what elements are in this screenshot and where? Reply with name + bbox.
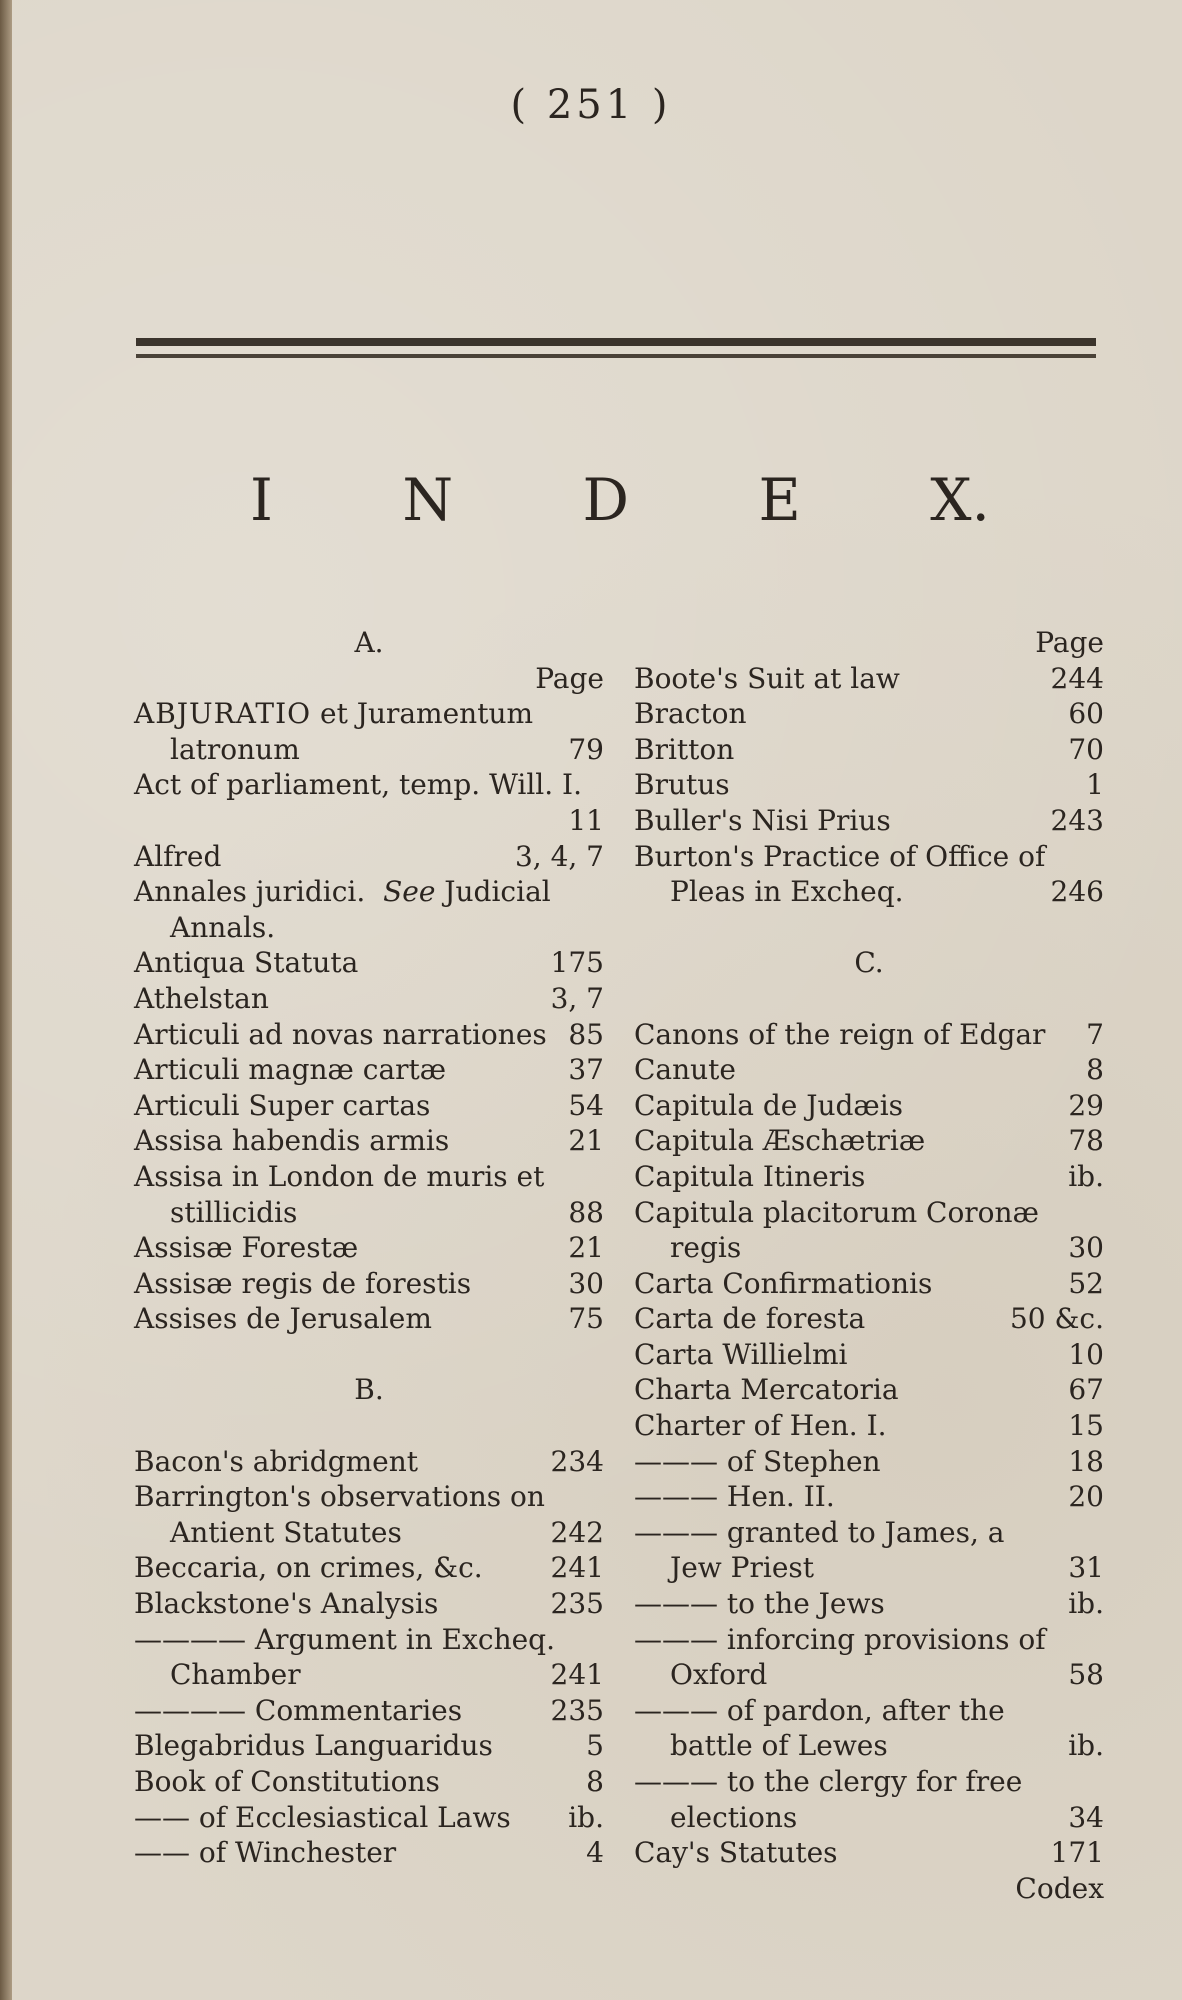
index-entry: Buller's Nisi Prius 243 bbox=[634, 803, 1104, 837]
index-entry: Charter of Hen. I. 15 bbox=[634, 1409, 1104, 1443]
index-entry: ———— Argument in Excheq. bbox=[134, 1622, 555, 1656]
index-entry: Canons of the reign of Edgar 7 bbox=[634, 1017, 1104, 1051]
index-entry: ——— to the Jews ib. bbox=[634, 1587, 1104, 1621]
index-entry: Blegabridus Languaridus 5 bbox=[134, 1729, 604, 1763]
index-entry: Assisæ regis de forestis 30 bbox=[134, 1266, 604, 1300]
index-entry: Blackstone's Analysis 235 bbox=[134, 1587, 604, 1621]
index-entry-continuation: Annals. bbox=[170, 910, 276, 944]
title-letter-i: I bbox=[250, 466, 273, 534]
index-entry: Boote's Suit at law 244 bbox=[634, 661, 1104, 695]
index-entry-continuation: latronum 79 bbox=[170, 732, 604, 766]
index-entry: Capitula de Judæis 29 bbox=[634, 1088, 1104, 1122]
index-entry: ——— granted to James, a bbox=[634, 1515, 1005, 1549]
index-entry: Capitula placitorum Coronæ bbox=[634, 1195, 1039, 1229]
index-title bbox=[250, 466, 990, 534]
index-entry-continuation: Antient Statutes 242 bbox=[170, 1515, 604, 1549]
index-entry: Book of Constitutions 8 bbox=[134, 1765, 604, 1798]
index-entry: Act of parliament, temp. Will. I. bbox=[134, 768, 582, 802]
index-entry: Brutus 1 bbox=[634, 768, 1104, 802]
section-heading-a: A. bbox=[354, 626, 384, 659]
index-entry: Antiqua Statuta 175 bbox=[134, 946, 604, 980]
top-rule-thin bbox=[136, 354, 1096, 358]
catchword: Codex bbox=[1015, 1871, 1104, 1905]
index-entry: ——— Hen. II. 20 bbox=[634, 1480, 1104, 1514]
index-entry: Charta Mercatoria 67 bbox=[634, 1373, 1104, 1407]
index-entry-continuation: Pleas in Excheq. 246 bbox=[670, 875, 1104, 909]
index-entry-continuation: battle of Lewes ib. bbox=[670, 1729, 1104, 1763]
index-entry: ——— inforcing provisions of bbox=[634, 1622, 1046, 1656]
index-entry-continuation: Oxford 58 bbox=[670, 1658, 1104, 1692]
index-entry: —— of Winchester 4 bbox=[134, 1836, 604, 1870]
title-letter-d: D bbox=[582, 466, 630, 534]
index-entry: Bacon's abridgment 234 bbox=[134, 1444, 604, 1478]
section-heading-b: B. bbox=[354, 1373, 384, 1407]
index-column-left bbox=[134, 625, 604, 1871]
title-letter-x: X. bbox=[930, 466, 990, 534]
page-column-label: Page bbox=[535, 661, 604, 695]
index-entry: Burton's Practice of Office of bbox=[634, 839, 1046, 873]
page-column-label: Page bbox=[1035, 626, 1104, 659]
index-column-right bbox=[634, 625, 1104, 1906]
index-entry-continuation: stillicidis 88 bbox=[170, 1195, 604, 1229]
page-number: ( 251 ) bbox=[510, 82, 672, 128]
index-entry: ——— of pardon, after the bbox=[634, 1693, 1005, 1727]
index-entry: Carta Confirmationis 52 bbox=[634, 1266, 1104, 1300]
index-entry: Assisa habendis armis 21 bbox=[134, 1124, 604, 1158]
index-entry: Bracton 60 bbox=[634, 697, 1104, 731]
title-letter-e: E bbox=[758, 466, 801, 534]
index-entry-continuation: Chamber 241 bbox=[170, 1658, 604, 1692]
index-entry: Annales juridici. See Judicial bbox=[134, 875, 551, 909]
index-entry: Carta Willielmi 10 bbox=[634, 1337, 1104, 1371]
index-entry-page: 11 bbox=[568, 803, 604, 837]
index-entry: Carta de foresta 50 &c. bbox=[634, 1302, 1104, 1336]
index-entry-continuation: regis 30 bbox=[670, 1231, 1104, 1265]
index-entry: Alfred 3, 4, 7 bbox=[134, 839, 604, 873]
index-entry: Articuli Super cartas 54 bbox=[134, 1088, 604, 1122]
index-entry: Barrington's observations on bbox=[134, 1480, 545, 1514]
index-entry: ABJURATIO et Juramentum bbox=[134, 697, 534, 731]
index-entry: Cay's Statutes 171 bbox=[634, 1836, 1104, 1870]
index-entry: Assisa in London de muris et bbox=[134, 1159, 545, 1193]
index-entry: Capitula Æschætriæ 78 bbox=[634, 1124, 1104, 1158]
index-entry: Assises de Jerusalem 75 bbox=[134, 1302, 604, 1336]
index-entry: Athelstan 3, 7 bbox=[134, 981, 604, 1015]
index-entry-continuation: elections 34 bbox=[670, 1800, 1104, 1834]
index-entry: Beccaria, on crimes, &c. 241 bbox=[134, 1551, 604, 1585]
index-entry: ——— of Stephen 18 bbox=[634, 1444, 1104, 1478]
index-entry: ——— to the clergy for free bbox=[634, 1765, 1023, 1798]
index-entry: Capitula Itineris ib. bbox=[634, 1159, 1104, 1193]
index-entry: Assisæ Forestæ 21 bbox=[134, 1231, 604, 1265]
top-rule-thick bbox=[136, 338, 1096, 346]
index-entry: Articuli ad novas narrationes 85 bbox=[134, 1017, 604, 1051]
section-heading-c: C. bbox=[854, 946, 884, 980]
index-entry: Britton 70 bbox=[634, 732, 1104, 766]
index-entry-continuation: Jew Priest 31 bbox=[670, 1551, 1104, 1585]
title-letter-n: N bbox=[402, 466, 454, 534]
index-entry: Canute 8 bbox=[634, 1053, 1104, 1087]
index-entry: —— of Ecclesiastical Laws ib. bbox=[134, 1800, 604, 1834]
index-entry: ———— Commentaries 235 bbox=[134, 1693, 604, 1727]
index-entry: Articuli magnæ cartæ 37 bbox=[134, 1053, 604, 1087]
